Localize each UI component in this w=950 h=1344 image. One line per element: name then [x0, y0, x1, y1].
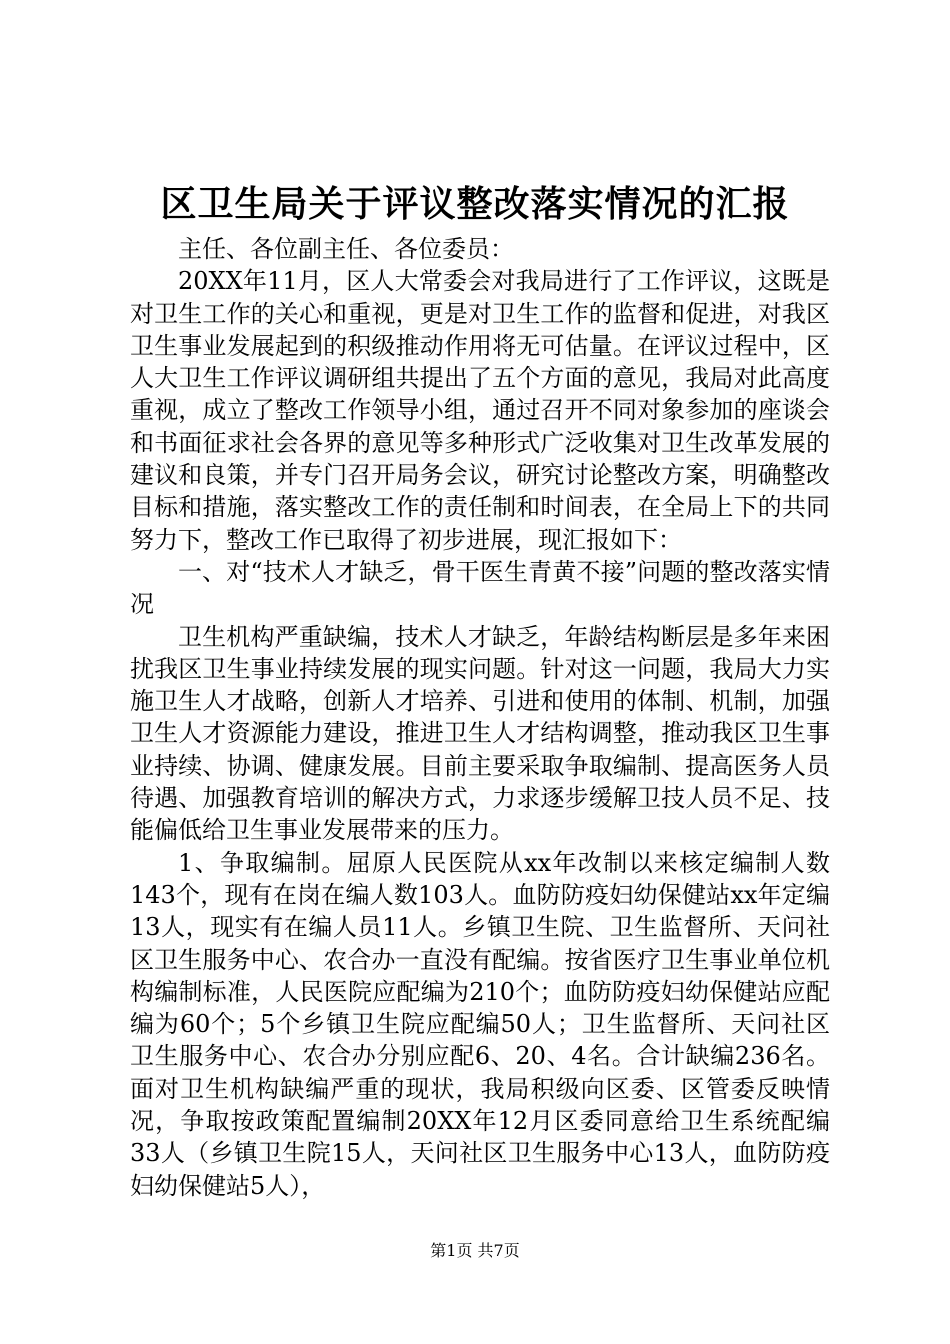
paragraph-intro: 20XX年11月，区人大常委会对我局进行了工作评议，这既是对卫生工作的关心和重视，更是对卫生工作的监督和促进，对我区卫生事业发展起到的积级推动作用将无可估量。在评议过程中，区人大卫生工作评议调研组共提出了五个方面的意见，我局对此高度重视，成立了整改工作领导小组，通过召开不同对象参加的座谈会和书面征求社会各界的意见等多种形式广泛收集对卫生改革发展的建议和良策，并专门召开局务会议，研究讨论整改方案，明确整改目标和措施，落实整改工作的责任制和时间表，在全局上下的共同努力下，整改工作已取得了初步进展，现汇报如下： — [130, 267, 830, 554]
document-body — [130, 233, 830, 1202]
section-heading-1: 一、对“技术人才缺乏，骨干医生青黄不接”问题的整改落实情况 — [130, 557, 830, 619]
paragraph-item-1: 1、争取编制。屈原人民医院从xx年改制以来核定编制人数143个，现有在岗在编人数103人。血防防疫妇幼保健站xx年定编13人，现实有在编人员11人。乡镇卫生院、卫生监督所、天问社区卫生服务中心、农合办一直没有配编。按省医疗卫生事业单位机构编制标准，人民医院应配编为210个；血防防疫妇幼保健站应配编为60个；5个乡镇卫生院应配编50人；卫生监督所、天问社区卫生服务中心、农合办分别应配6、20、4名。合计缺编236名。面对卫生机构缺编严重的现状，我局积级向区委、区管委反映情况，争取按政策配置编制20XX年12月区委同意给卫生系统配编33人（乡镇卫生院15人，天问社区卫生服务中心13人，血防防疫妇幼保健站5人）， — [130, 848, 830, 1200]
salutation: 主任、各位副主任、各位委员： — [178, 235, 514, 263]
document-title: 区卫生局关于评议整改落实情况的汇报 — [160, 183, 790, 225]
paragraph-section-1: 卫生机构严重缺编，技术人才缺乏，年龄结构断层是多年来困扰我区卫生事业持续发展的现实问题。针对这一问题，我局大力实施卫生人才战略，创新人才培养、引进和使用的体制、机制，加强卫生人才资源能力建设，推进卫生人才结构调整，推动我区卫生事业持续、协调、健康发展。目前主要采取争取编制、提高医务人员待遇、加强教育培训的解决方式，力求逐步缓解卫技人员不足、技能偏低给卫生事业发展带来的压力。 — [130, 622, 830, 845]
page-number-footer: 第1页 共7页 — [430, 1241, 520, 1260]
